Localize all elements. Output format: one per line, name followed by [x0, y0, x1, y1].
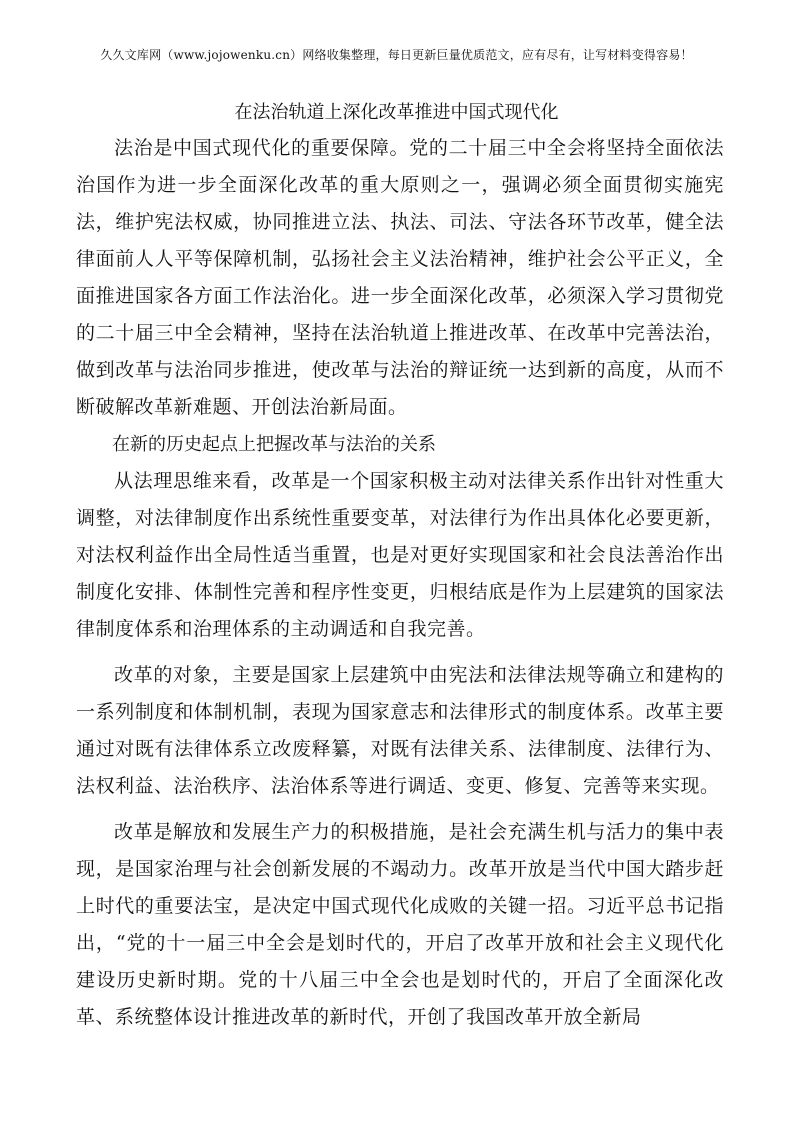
paragraph-3: 改革的对象，主要是国家上层建筑中由宪法和法律法规等确立和建构的一系列制度和体制机制，表现为国家意志和法律形式的制度体系。改革主要通过对既有法律体系立改废释纂，对既有法律关系、法律制度、法律行为、法权利益、法治秩序、法治体系等进行调适、变更、修复、完善等来实现。 — [76, 664, 724, 797]
header-note: 久久文库网（www.jojowenku.cn）网络收集整理，每日更新巨量优质范文，应有尽有，让写材料变得容易！ — [100, 48, 693, 62]
paragraph-1: 法治是中国式现代化的重要保障。党的二十届三中全会将坚持全面依法治国作为进一步全面深化改革的重大原则之一，强调必须全面贯彻实施宪法，维护宪法权威，协同推进立法、执法、司法、守法各环节改革，健全法律面前人人平等保障机制，弘扬社会主义法治精神，维护社会公平正义，全面推进国家各方面工作法治化。进一步全面深化改革，必须深入学习贯彻党的二十届三中全会精神，坚持在法治轨道上推进改革、在改革中完善法治，做到改革与法治同步推进，使改革与法治的辩证统一达到新的高度，从而不断破解改革新难题、开创法治新局面。 — [76, 137, 724, 418]
section-heading: 在新的历史起点上把握改革与法治的关系 — [112, 434, 436, 455]
document-title: 在法治轨道上深化改革推进中国式现代化 — [234, 102, 559, 123]
paragraph-4: 改革是解放和发展生产力的积极措施，是社会充满生机与活力的集中表现，是国家治理与社会创新发展的不竭动力。改革开放是当代中国大踏步赶上时代的重要法宝，是决定中国式现代化成败的关键一招。习近平总书记指出，“党的十一届三中全会是划时代的，开启了改革开放和社会主义现代化建设历史新时期。党的十八届三中全会也是划时代的，开启了全面深化改革、系统整体设计推进改革的新时代，开创了我国改革开放全新局 — [76, 821, 724, 1028]
document-body — [76, 130, 724, 1036]
paragraph-2: 从法理思维来看，改革是一个国家积极主动对法律关系作出针对性重大调整，对法律制度作出系统性重要变革，对法律行为作出具体化必要更新，对法权利益作出全局性适当重置，也是对更好实现国家和社会良法善治作出制度化安排、体制性完善和程序性变更，归根结底是作为上层建筑的国家法律制度体系和治理体系的主动调适和自我完善。 — [76, 470, 724, 640]
